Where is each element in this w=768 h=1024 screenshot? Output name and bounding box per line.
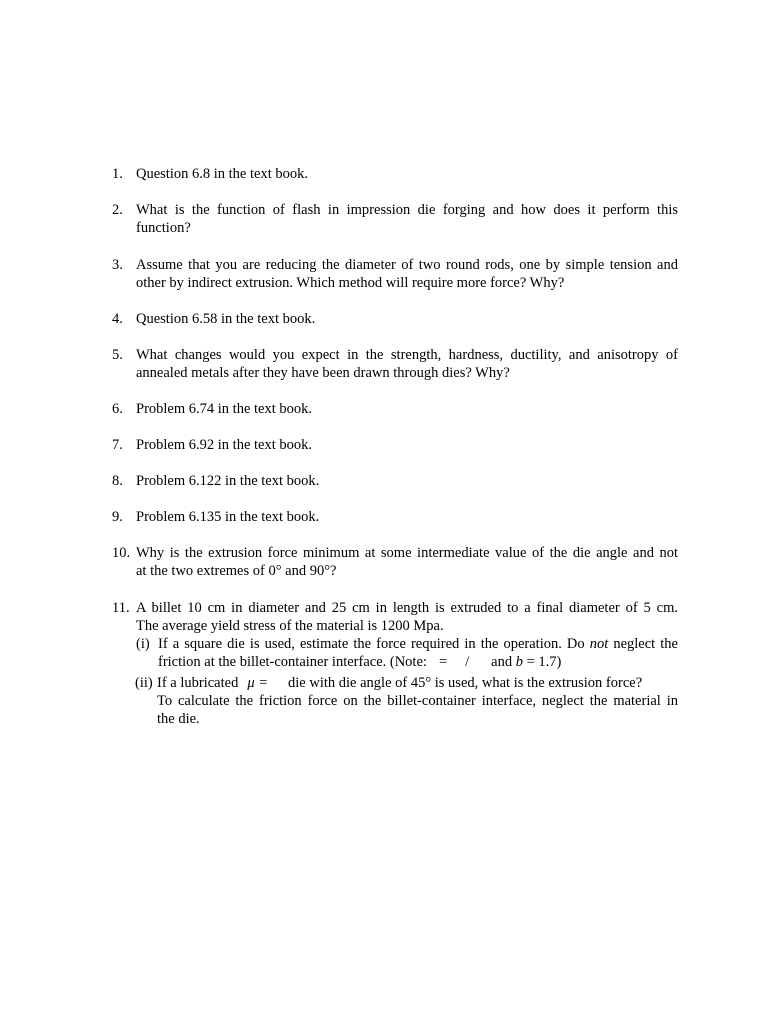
part-text: If a lubricated xyxy=(157,675,239,691)
question-text: function? xyxy=(136,220,191,236)
question-text: Problem 6.74 in the text book. xyxy=(136,401,312,417)
emphasis-text: not xyxy=(589,636,609,652)
part-label: (ii) xyxy=(135,675,153,691)
part-i-line-1 xyxy=(158,635,678,653)
part-text: and xyxy=(491,654,516,670)
question-8 xyxy=(112,472,678,490)
question-text: The average yield stress of the material is 1200 Mpa. xyxy=(136,618,444,634)
question-9 xyxy=(112,508,678,526)
question-number: 6. xyxy=(112,401,123,417)
question-3 xyxy=(112,256,678,292)
part-i-line-2 xyxy=(158,653,678,671)
question-number: 5. xyxy=(112,347,123,363)
question-text: Assume that you are reducing the diameter of two round rods, one by simple tension and xyxy=(136,257,678,273)
part-text: To calculate the friction force on the billet-container interface, neglect the material in xyxy=(157,693,678,709)
question-4 xyxy=(112,310,678,328)
question-number: 3. xyxy=(112,257,123,273)
part-text: die with die angle of 45° is used, what is the extrusion force? xyxy=(288,675,643,691)
question-text: A billet 10 cm in diameter and 25 cm in length is extruded to a final diameter of 5 cm. xyxy=(136,600,678,616)
question-text: Why is the extrusion force minimum at some intermediate value of the die angle and not xyxy=(136,545,678,561)
question-text: Question 6.8 in the text book. xyxy=(136,166,308,182)
question-number: 11. xyxy=(112,600,130,616)
part-label: (i) xyxy=(136,636,150,652)
question-2 xyxy=(112,201,678,237)
equation-symbol: / xyxy=(465,654,470,670)
question-5 xyxy=(112,346,678,382)
part-text: the die. xyxy=(157,711,200,727)
question-number: 10. xyxy=(112,545,131,561)
question-number: 9. xyxy=(112,509,123,525)
mu-symbol: μ = xyxy=(247,675,269,691)
question-10 xyxy=(112,544,678,580)
question-7 xyxy=(112,436,678,454)
variable-b: b xyxy=(515,654,523,670)
question-number: 7. xyxy=(112,437,123,453)
q11-part-i xyxy=(136,635,678,671)
part-text: friction at the billet-container interface. (Note: xyxy=(158,654,427,670)
question-text: other by indirect extrusion. Which method will require more force? Why? xyxy=(136,275,565,291)
part-text: neglect the xyxy=(608,636,678,652)
question-text: Problem 6.135 in the text book. xyxy=(136,509,320,525)
part-ii-line-1 xyxy=(157,674,678,692)
question-11 xyxy=(112,599,678,728)
question-number: 2. xyxy=(112,202,123,218)
equation-symbol: = xyxy=(438,654,448,670)
question-text: What changes would you expect in the strength, hardness, ductility, and anisotropy of xyxy=(136,347,678,363)
question-number: 4. xyxy=(112,311,123,327)
question-text: Problem 6.92 in the text book. xyxy=(136,437,312,453)
question-number: 8. xyxy=(112,473,123,489)
question-text: at the two extremes of 0° and 90°? xyxy=(136,563,337,579)
part-text: = 1.7) xyxy=(522,654,562,670)
part-text: If a square die is used, estimate the force required in the operation. Do xyxy=(158,636,590,652)
question-text: Question 6.58 in the text book. xyxy=(136,311,316,327)
question-1 xyxy=(112,165,678,183)
question-6 xyxy=(112,400,678,418)
question-text: annealed metals after they have been drawn through dies? Why? xyxy=(136,365,510,381)
question-text: Problem 6.122 in the text book. xyxy=(136,473,320,489)
q11-part-ii xyxy=(135,674,678,728)
question-text: What is the function of flash in impression die forging and how does it perform this xyxy=(136,202,678,218)
question-number: 1. xyxy=(112,166,123,182)
